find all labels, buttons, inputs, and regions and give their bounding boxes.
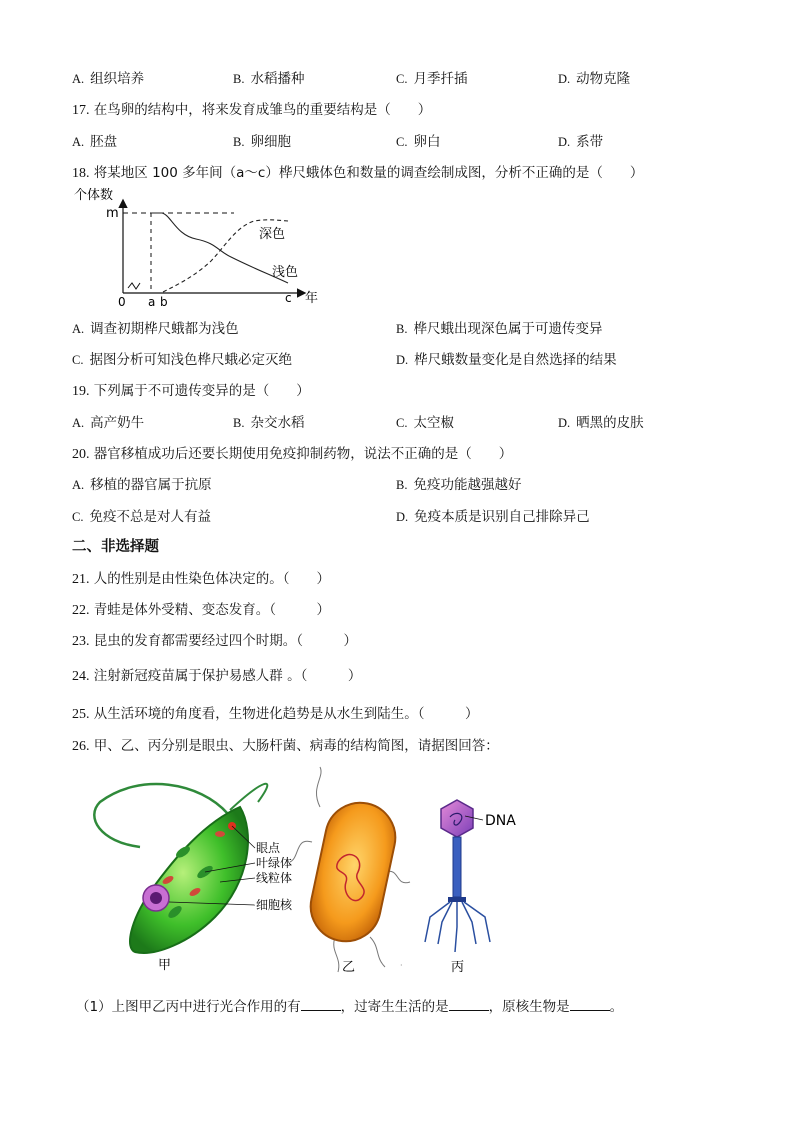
label-mitochondria: 线粒体 xyxy=(256,871,293,885)
label-chloroplast: 叶绿体 xyxy=(256,856,293,870)
chart-xtick-c: c xyxy=(285,291,292,305)
q17-option-c[interactable]: C. 卵白 xyxy=(396,134,441,150)
answer-blank-prokaryote[interactable] xyxy=(570,998,610,1011)
q20-option-d[interactable]: D. 免疫本质是识别自己排除异己 xyxy=(396,509,590,525)
q18-stem: 18. 将某地区 100 多年间（a～c）桦尺蛾体色和数量的调查绘制成图，分析不正确的是（ ） xyxy=(72,165,644,181)
q16-option-b[interactable]: B. 水稻播种 xyxy=(233,71,305,87)
q18-option-c[interactable]: C. 据图分析可知浅色桦尺蛾必定灭绝 xyxy=(72,352,292,368)
q21-stem: 21. 人的性别是由性染色体决定的。（ ） xyxy=(72,571,331,587)
q25-stem: 25. 从生活环境的角度看，生物进化趋势是从水生到陆生。（ ） xyxy=(72,706,479,722)
q18-option-a[interactable]: A. 调查初期桦尺蛾都为浅色 xyxy=(72,321,239,337)
section-heading-non-choice: 二、非选择题 xyxy=(72,539,159,555)
virus-diagram xyxy=(425,800,490,952)
label-dna: DNA xyxy=(485,813,516,829)
chart-xtick-b: b xyxy=(160,295,168,309)
chart-xtick-a: a xyxy=(148,295,156,309)
chart-origin-label: 0 xyxy=(118,295,126,309)
q19-option-a[interactable]: A. 高产奶牛 xyxy=(72,415,145,431)
q17-option-a[interactable]: A. 胚盘 xyxy=(72,134,118,150)
label-yi: 乙 xyxy=(342,960,356,975)
organism-diagrams xyxy=(80,762,540,977)
ecoli-body xyxy=(304,796,402,947)
svg-text:·: · xyxy=(400,961,403,970)
q17-option-b[interactable]: B. 卵细胞 xyxy=(233,134,291,150)
ecoli-diagram xyxy=(290,767,410,972)
q20-option-a[interactable]: A. 移植的器官属于抗原 xyxy=(72,477,212,493)
q20-option-b[interactable]: B. 免疫功能越强越好 xyxy=(396,477,522,493)
q17-stem: 17. 在鸟卵的结构中，将来发育成雏鸟的重要结构是（ ） xyxy=(72,102,432,118)
euglena-diagram xyxy=(94,784,267,953)
chart-x-unit: 年 xyxy=(305,291,319,306)
moth-population-chart xyxy=(66,183,336,313)
virus-head xyxy=(441,800,473,837)
q26-sub1: （1）上图甲乙丙中进行光合作用的有 ，过寄生生活的是 ，原核生物是 。 xyxy=(76,999,624,1015)
q20-option-c[interactable]: C. 免疫不总是对人有益 xyxy=(72,509,211,525)
q20-stem: 20. 器官移植成功后还要长期使用免疫抑制药物，说法不正确的是（ ） xyxy=(72,446,513,462)
q18-option-b[interactable]: B. 桦尺蛾出现深色属于可遗传变异 xyxy=(396,321,603,337)
chart-label-dark: 深色 xyxy=(259,227,286,242)
label-bing: 丙 xyxy=(451,960,465,975)
answer-blank-parasitic[interactable] xyxy=(449,998,489,1011)
q17-option-d[interactable]: D. 系带 xyxy=(558,134,604,150)
virus-tail xyxy=(453,837,461,897)
chart-series-light xyxy=(151,213,288,283)
q18-option-d[interactable]: D. 桦尺蛾数量变化是自然选择的结果 xyxy=(396,352,617,368)
chart-y-label: 个体数 xyxy=(74,188,114,203)
answer-blank-photosynthesis[interactable] xyxy=(301,998,341,1011)
q26-stem: 26. 甲、乙、丙分别是眼虫、大肠杆菌、病毒的结构简图，请据图回答： xyxy=(72,738,499,754)
q19-option-d[interactable]: D. 晒黑的皮肤 xyxy=(558,415,644,431)
q19-stem: 19. 下列属于不可遗传变异的是（ ） xyxy=(72,383,310,399)
q22-stem: 22. 青蛙是体外受精、变态发育。（ ） xyxy=(72,602,331,618)
chart-axis-break xyxy=(128,283,140,289)
chart-ytick-m: m xyxy=(106,206,119,221)
q16-option-c[interactable]: C. 月季扦插 xyxy=(396,71,468,87)
q16-option-a[interactable]: A. 组织培养 xyxy=(72,71,145,87)
label-nucleus: 细胞核 xyxy=(256,898,293,912)
chart-label-light: 浅色 xyxy=(272,265,299,280)
label-jia: 甲 xyxy=(158,958,172,973)
label-eyespot: 眼点 xyxy=(256,841,281,855)
q19-option-b[interactable]: B. 杂交水稻 xyxy=(233,415,305,431)
q19-option-c[interactable]: C. 太空椒 xyxy=(396,415,454,431)
q16-option-d[interactable]: D. 动物克隆 xyxy=(558,71,631,87)
q23-stem: 23. 昆虫的发育都需要经过四个时期。（ ） xyxy=(72,633,358,649)
q24-stem: 24. 注射新冠疫苗属于保护易感人群 。（ ） xyxy=(72,668,362,684)
